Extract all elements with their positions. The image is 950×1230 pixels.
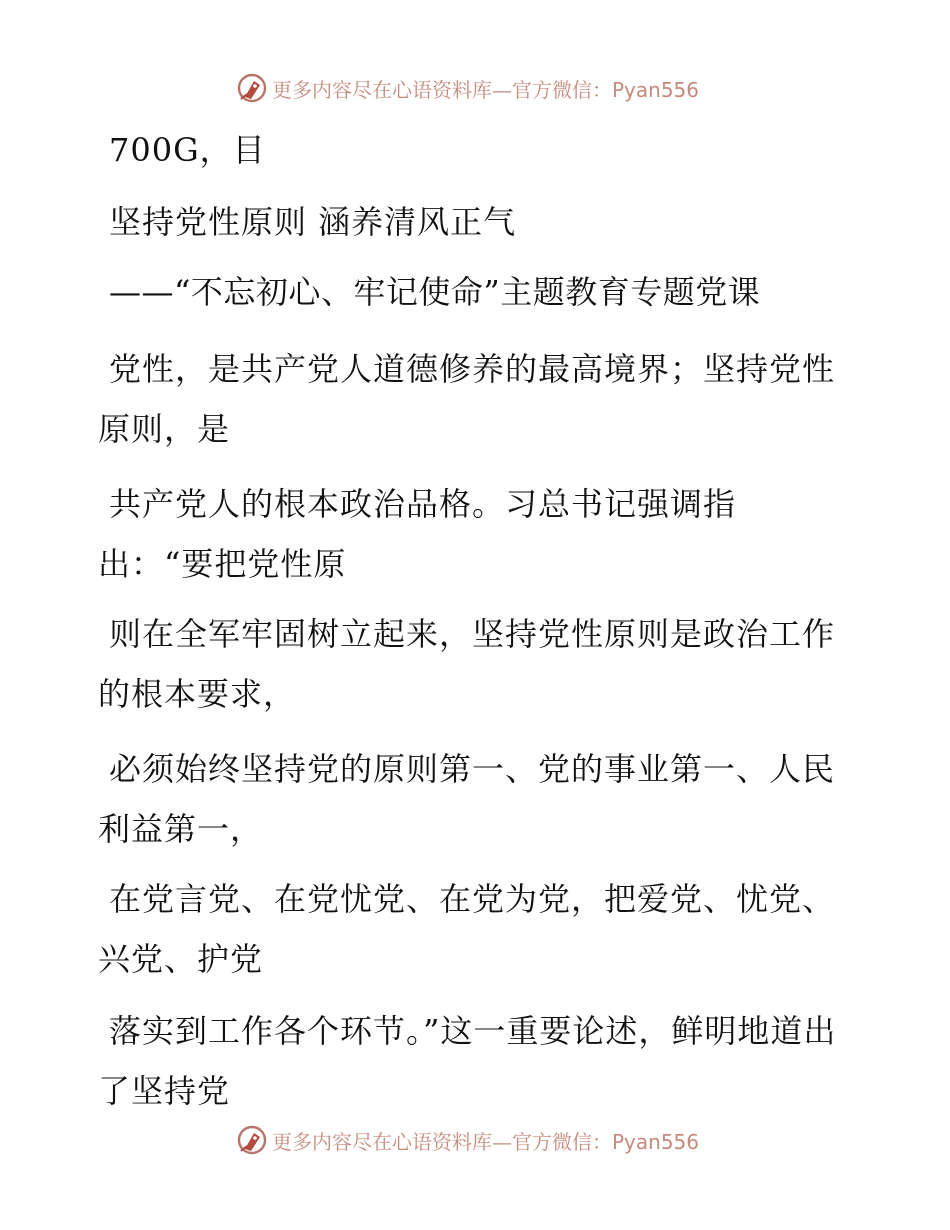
body-paragraph: 必须始终坚持党的原则第一、党的事业第一、人民利益第一，	[98, 750, 836, 848]
paragraph-header-fragment: 700G，目	[109, 131, 266, 169]
watermark-text: 更多内容尽在心语资料库—官方微信：Pyan556	[272, 77, 700, 102]
body-paragraph: 在党言党、在党忧党、在党为党，把爱党、忧党、 兴党、护党	[98, 880, 847, 978]
body-paragraph: 党性，是共产党人道德修养的最高境界；坚持党性原则，是	[98, 350, 836, 448]
pen-nib-logo-icon	[236, 72, 268, 104]
body-paragraph: 共产党人的根本政治品格。习总书记强调指出：“要把党性原	[98, 485, 737, 583]
document-title: 坚持党性原则 涵养清风正气	[109, 203, 517, 241]
body-paragraph: 落实到工作各个环节。”这一重要论述，鲜明地道出了坚持党	[98, 1012, 837, 1110]
watermark-text: 更多内容尽在心语资料库—官方微信：Pyan556	[272, 1129, 700, 1154]
watermark-header	[236, 72, 699, 104]
watermark-footer	[236, 1124, 699, 1156]
body-paragraph: 则在全军牢固树立起来，坚持党性原则是政治工作的根本要求，	[98, 615, 836, 713]
pen-nib-logo-icon	[236, 1124, 268, 1156]
document-subtitle: ——“不忘初心、牢记使命”主题教育专题党课	[109, 273, 761, 311]
